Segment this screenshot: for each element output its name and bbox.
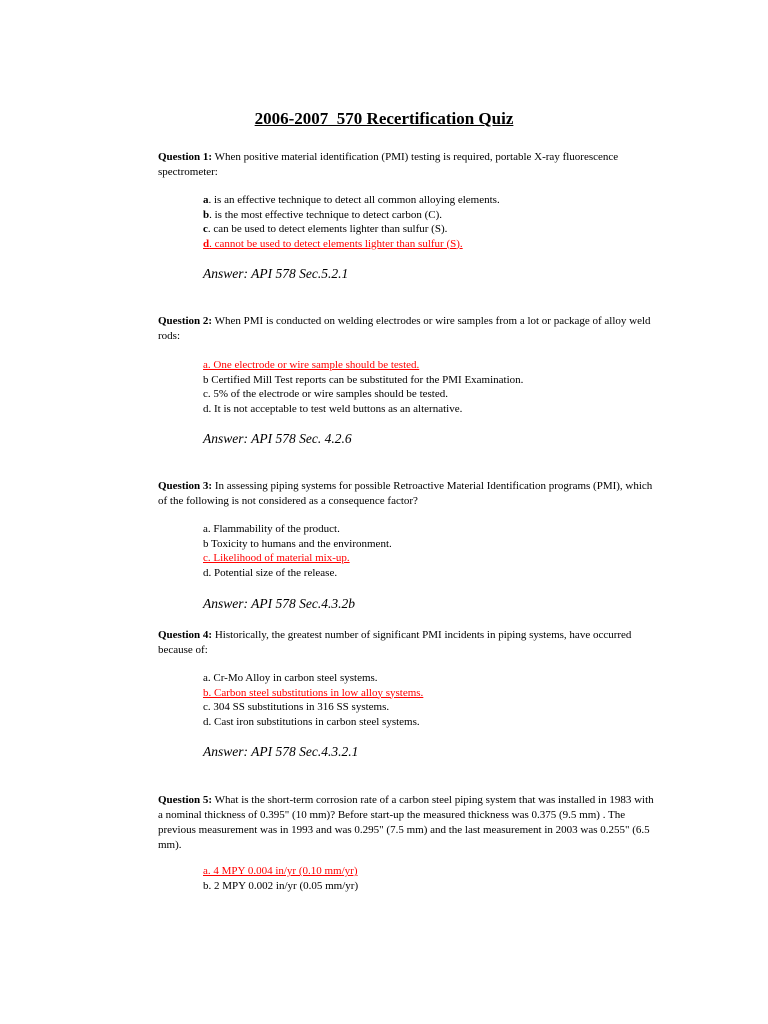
question-2-text <box>158 314 658 344</box>
question-4-text <box>158 628 658 658</box>
question-2-option-b: b Certified Mill Test reports can be substituted for the PMI Examination. <box>203 373 524 386</box>
question-2-answer: Answer: API 578 Sec. 4.2.6 <box>203 431 352 446</box>
question-4-option-b-correct: b. Carbon steel substitutions in low alloy systems. <box>203 686 424 699</box>
question-4-option-a: a. Cr-Mo Alloy in carbon steel systems. <box>203 672 378 684</box>
question-1-label: Question 1: <box>158 151 213 163</box>
question-1-option-a: a. is an effective technique to detect all common alloying elements. <box>203 194 500 206</box>
question-3-label: Question 3: <box>158 480 213 492</box>
question-1-option-b: b. is the most effective technique to detect carbon (C). <box>203 208 442 221</box>
question-5-label: Question 5: <box>158 794 213 806</box>
question-5-option-b: b. 2 MPY 0.002 in/yr (0.05 mm/yr) <box>203 879 359 892</box>
question-1-option-d-correct: d. cannot be used to detect elements lighter than sulfur (S). <box>203 237 463 250</box>
question-4-answer: Answer: API 578 Sec.4.3.2.1 <box>203 744 359 759</box>
question-1-body: When positive material identification (PMI) testing is required, portable X-ray fluorescence spectrometer: <box>158 151 619 178</box>
question-3-text <box>158 479 658 509</box>
question-4-body: Historically, the greatest number of significant PMI incidents in piping systems, have occurred because of: <box>158 629 632 656</box>
question-3-option-a: a. Flammability of the product. <box>203 523 340 535</box>
question-5-option-a-correct: a. 4 MPY 0.004 in/yr (0.10 mm/yr) <box>203 865 358 877</box>
question-5-text <box>158 793 658 853</box>
question-1-option-c: c. can be used to detect elements lighter than sulfur (S). <box>203 223 448 235</box>
question-4-options <box>203 671 673 729</box>
question-4-option-d: d. Cast iron substitutions in carbon steel systems. <box>203 715 420 728</box>
question-3-body: In assessing piping systems for possible Retroactive Material Identification programs (PMI), which of the following is not considered as a consequence factor? <box>158 480 653 507</box>
question-3-option-c-correct: c. Likelihood of material mix-up. <box>203 552 350 564</box>
question-5-body: What is the short-term corrosion rate of a carbon steel piping system that was installed in 1983 with a nominal thickness of 0.395" (10 mm)? Before start-up the measured thickness was 0.375 (9.5 mm) . The previous measurement was in 1993 and was 0.295" (7.5 mm) and the last measurement in 2003 was 0.255" (6.5 mm). <box>158 794 654 851</box>
question-1-answer: Answer: API 578 Sec.5.2.1 <box>203 266 349 281</box>
question-2-body: When PMI is conducted on welding electrodes or wire samples from a lot or package of alloy weld rods: <box>158 315 651 342</box>
question-4-option-c: c. 304 SS substitutions in 316 SS systems. <box>203 701 390 713</box>
question-2-option-a-correct: a. One electrode or wire sample should be tested. <box>203 359 420 371</box>
question-2-options <box>203 358 673 416</box>
question-2-option-c: c. 5% of the electrode or wire samples should be tested. <box>203 388 448 400</box>
question-3-option-b: b Toxicity to humans and the environment. <box>203 537 392 550</box>
question-3-answer: Answer: API 578 Sec.4.3.2b <box>203 596 355 611</box>
question-1-options <box>203 193 673 251</box>
question-3-options <box>203 522 673 580</box>
page-title: 2006-2007 570 Recertification Quiz <box>254 109 514 128</box>
question-3-option-d: d. Potential size of the release. <box>203 566 338 579</box>
question-2-label: Question 2: <box>158 315 213 327</box>
question-4-label: Question 4: <box>158 629 213 641</box>
question-5-options <box>203 864 673 893</box>
question-2-option-d: d. It is not acceptable to test weld buttons as an alternative. <box>203 402 463 415</box>
question-1-text <box>158 150 658 180</box>
